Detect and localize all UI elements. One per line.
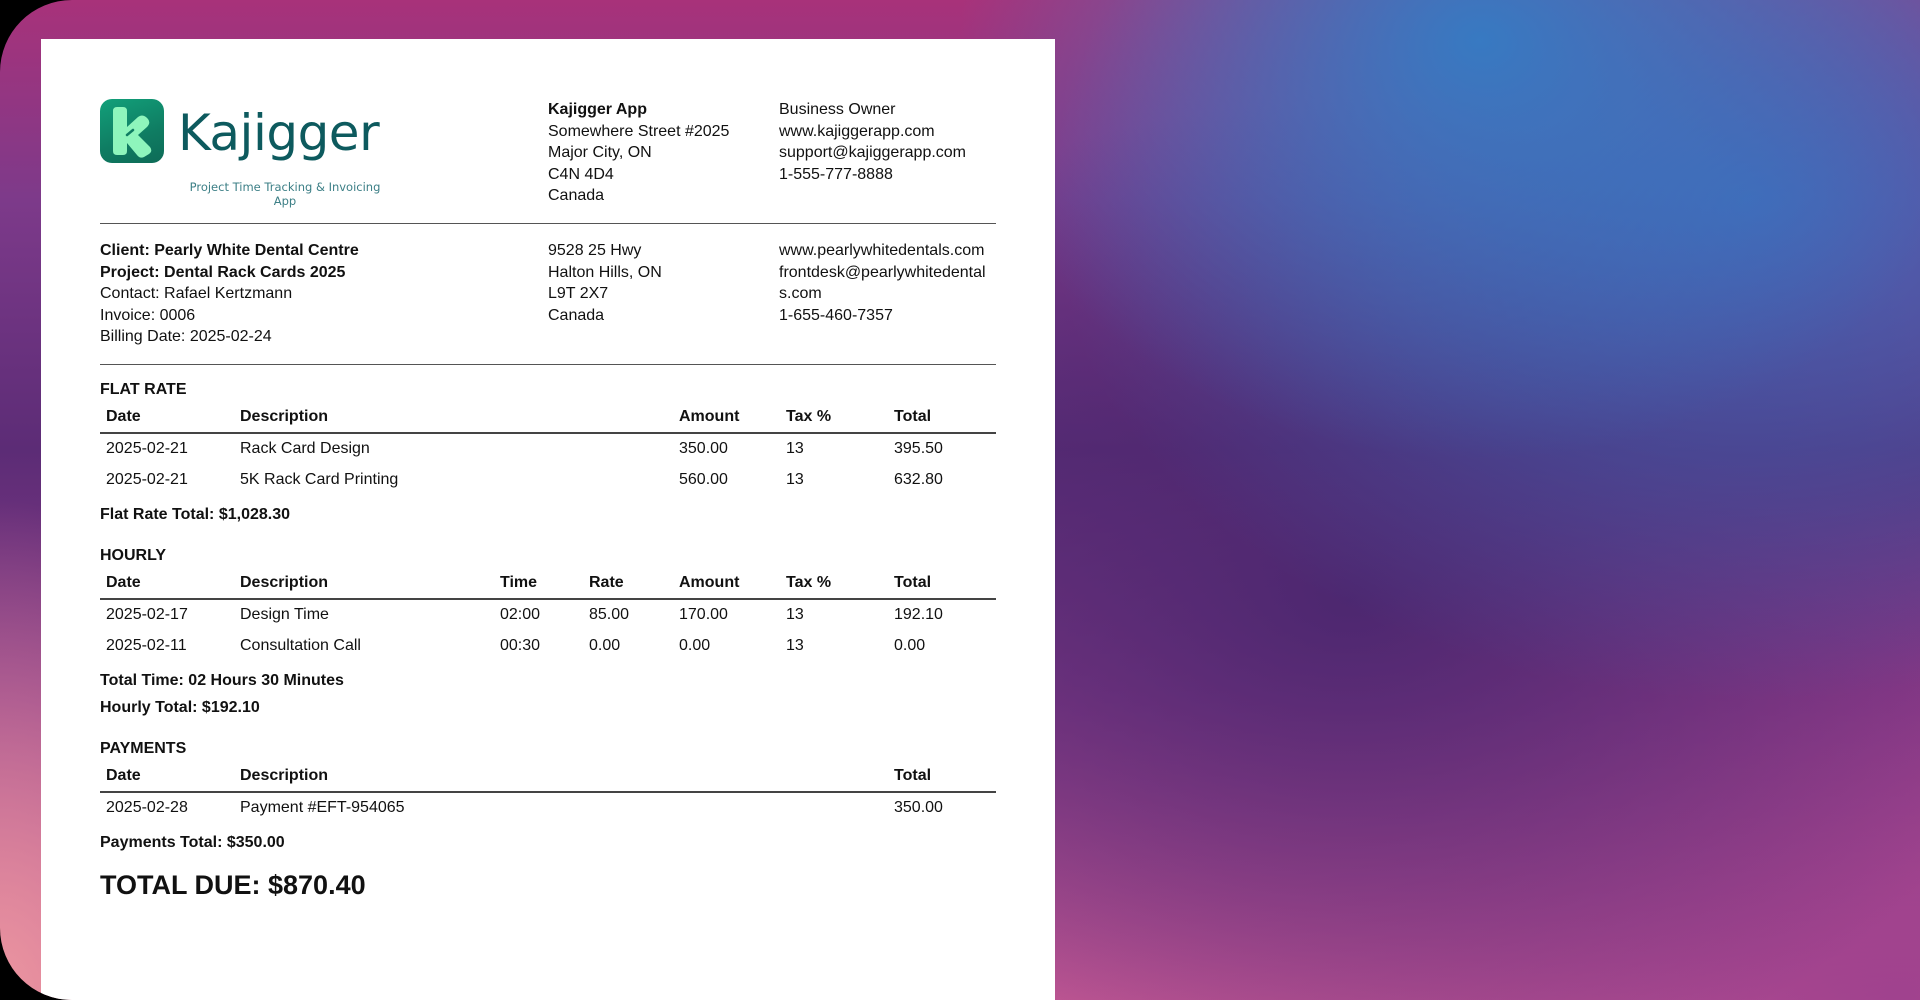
company-contact (779, 99, 966, 185)
company-postal: C4N 4D4 (548, 165, 614, 183)
payments-title: PAYMENTS (100, 740, 187, 757)
company-role: Business Owner (779, 101, 896, 118)
client-contact-info (779, 240, 986, 326)
row-tax: 13 (786, 440, 804, 457)
invoice-number: Invoice: 0006 (100, 306, 196, 324)
column-header-description: Description (240, 408, 329, 425)
client-city: Halton Hills, ON (548, 263, 662, 281)
client-divider (100, 364, 996, 365)
row-amount: 170.00 (679, 606, 728, 623)
row-date: 2025-02-11 (106, 637, 187, 654)
header-divider (100, 223, 996, 224)
client-contact: Contact: Rafael Kertzmann (100, 285, 293, 302)
company-city: Major City, ON (548, 144, 652, 161)
payments-header-line (100, 791, 996, 793)
company-country: Canada (548, 187, 605, 204)
row-tax: 13 (786, 637, 804, 654)
client-email-line-2: s.com (779, 285, 822, 302)
flat-rate-total: Flat Rate Total: $1,028.30 (100, 506, 290, 523)
client-email (779, 262, 986, 305)
client-details (100, 240, 359, 348)
row-total: 395.50 (894, 440, 943, 457)
row-time: 02:00 (500, 606, 541, 623)
invoice-document (41, 39, 1055, 1000)
row-description: Consultation Call (240, 637, 361, 654)
company-email: support@kajiggerapp.com (779, 144, 967, 161)
row-date: 2025-02-21 (106, 440, 188, 457)
company-website: www.kajiggerapp.com (779, 122, 935, 140)
column-header-tax: Tax % (786, 574, 832, 591)
k-logo-icon (100, 99, 164, 163)
client-phone: 1-655-460-7357 (779, 306, 893, 324)
column-header-description: Description (240, 574, 329, 591)
row-time: 00:30 (500, 637, 541, 654)
row-description: Design Time (240, 606, 329, 623)
column-header-date: Date (106, 767, 141, 784)
billing-date: Billing Date: 2025-02-24 (100, 328, 272, 345)
row-rate: 85.00 (589, 606, 630, 623)
company-street: Somewhere Street #2025 (548, 122, 730, 140)
hourly-title: HOURLY (100, 547, 167, 564)
client-country: Canada (548, 306, 605, 324)
row-rate: 0.00 (589, 637, 621, 654)
company-name: Kajigger App (548, 101, 647, 118)
payments-total: Payments Total: $350.00 (100, 834, 285, 851)
row-total: 0.00 (894, 637, 926, 654)
row-tax: 13 (786, 471, 804, 488)
hourly-total: Hourly Total: $192.10 (100, 699, 260, 716)
row-description: 5K Rack Card Printing (240, 471, 399, 488)
flat-rate-title: FLAT RATE (100, 381, 187, 398)
row-tax: 13 (786, 606, 804, 623)
client-email-line-1: frontdesk@pearlywhitedental (779, 263, 986, 281)
flat-rate-header-line (100, 432, 996, 434)
row-date: 2025-02-17 (106, 606, 188, 623)
project-name: Project: Dental Rack Cards 2025 (100, 263, 346, 281)
column-header-time: Time (500, 574, 538, 591)
company-phone: 1-555-777-8888 (779, 165, 893, 183)
kajigger-logo (100, 99, 400, 208)
client-street: 9528 25 Hwy (548, 242, 642, 259)
brand-tagline: Project Time Tracking & Invoicing App (189, 180, 381, 208)
row-amount: 560.00 (679, 471, 728, 488)
row-date: 2025-02-21 (106, 471, 188, 488)
client-postal: L9T 2X7 (548, 285, 609, 302)
client-address (548, 240, 662, 326)
row-description: Payment #EFT-954065 (240, 799, 405, 816)
row-total: 350.00 (894, 799, 943, 816)
column-header-amount: Amount (679, 408, 740, 425)
column-header-total: Total (894, 767, 932, 784)
column-header-description: Description (240, 767, 329, 784)
row-total: 632.80 (894, 471, 943, 488)
column-header-tax: Tax % (786, 408, 832, 425)
row-amount: 350.00 (679, 440, 728, 457)
column-header-rate: Rate (589, 574, 624, 591)
brand-wordmark: Kajigger (178, 104, 380, 162)
column-header-date: Date (106, 574, 141, 591)
hourly-header-line (100, 598, 996, 600)
client-website: www.pearlywhitedentals.com (779, 242, 985, 259)
row-amount: 0.00 (679, 637, 711, 654)
row-date: 2025-02-28 (106, 799, 188, 816)
column-header-total: Total (894, 574, 932, 591)
row-total: 192.10 (894, 606, 943, 623)
total-due: TOTAL DUE: $870.40 (100, 870, 366, 900)
column-header-date: Date (106, 408, 141, 425)
column-header-amount: Amount (679, 574, 740, 591)
column-header-total: Total (894, 408, 932, 425)
company-address (548, 99, 729, 207)
row-description: Rack Card Design (240, 440, 370, 457)
hourly-total-time: Total Time: 02 Hours 30 Minutes (100, 672, 344, 689)
client-name: Client: Pearly White Dental Centre (100, 242, 359, 259)
